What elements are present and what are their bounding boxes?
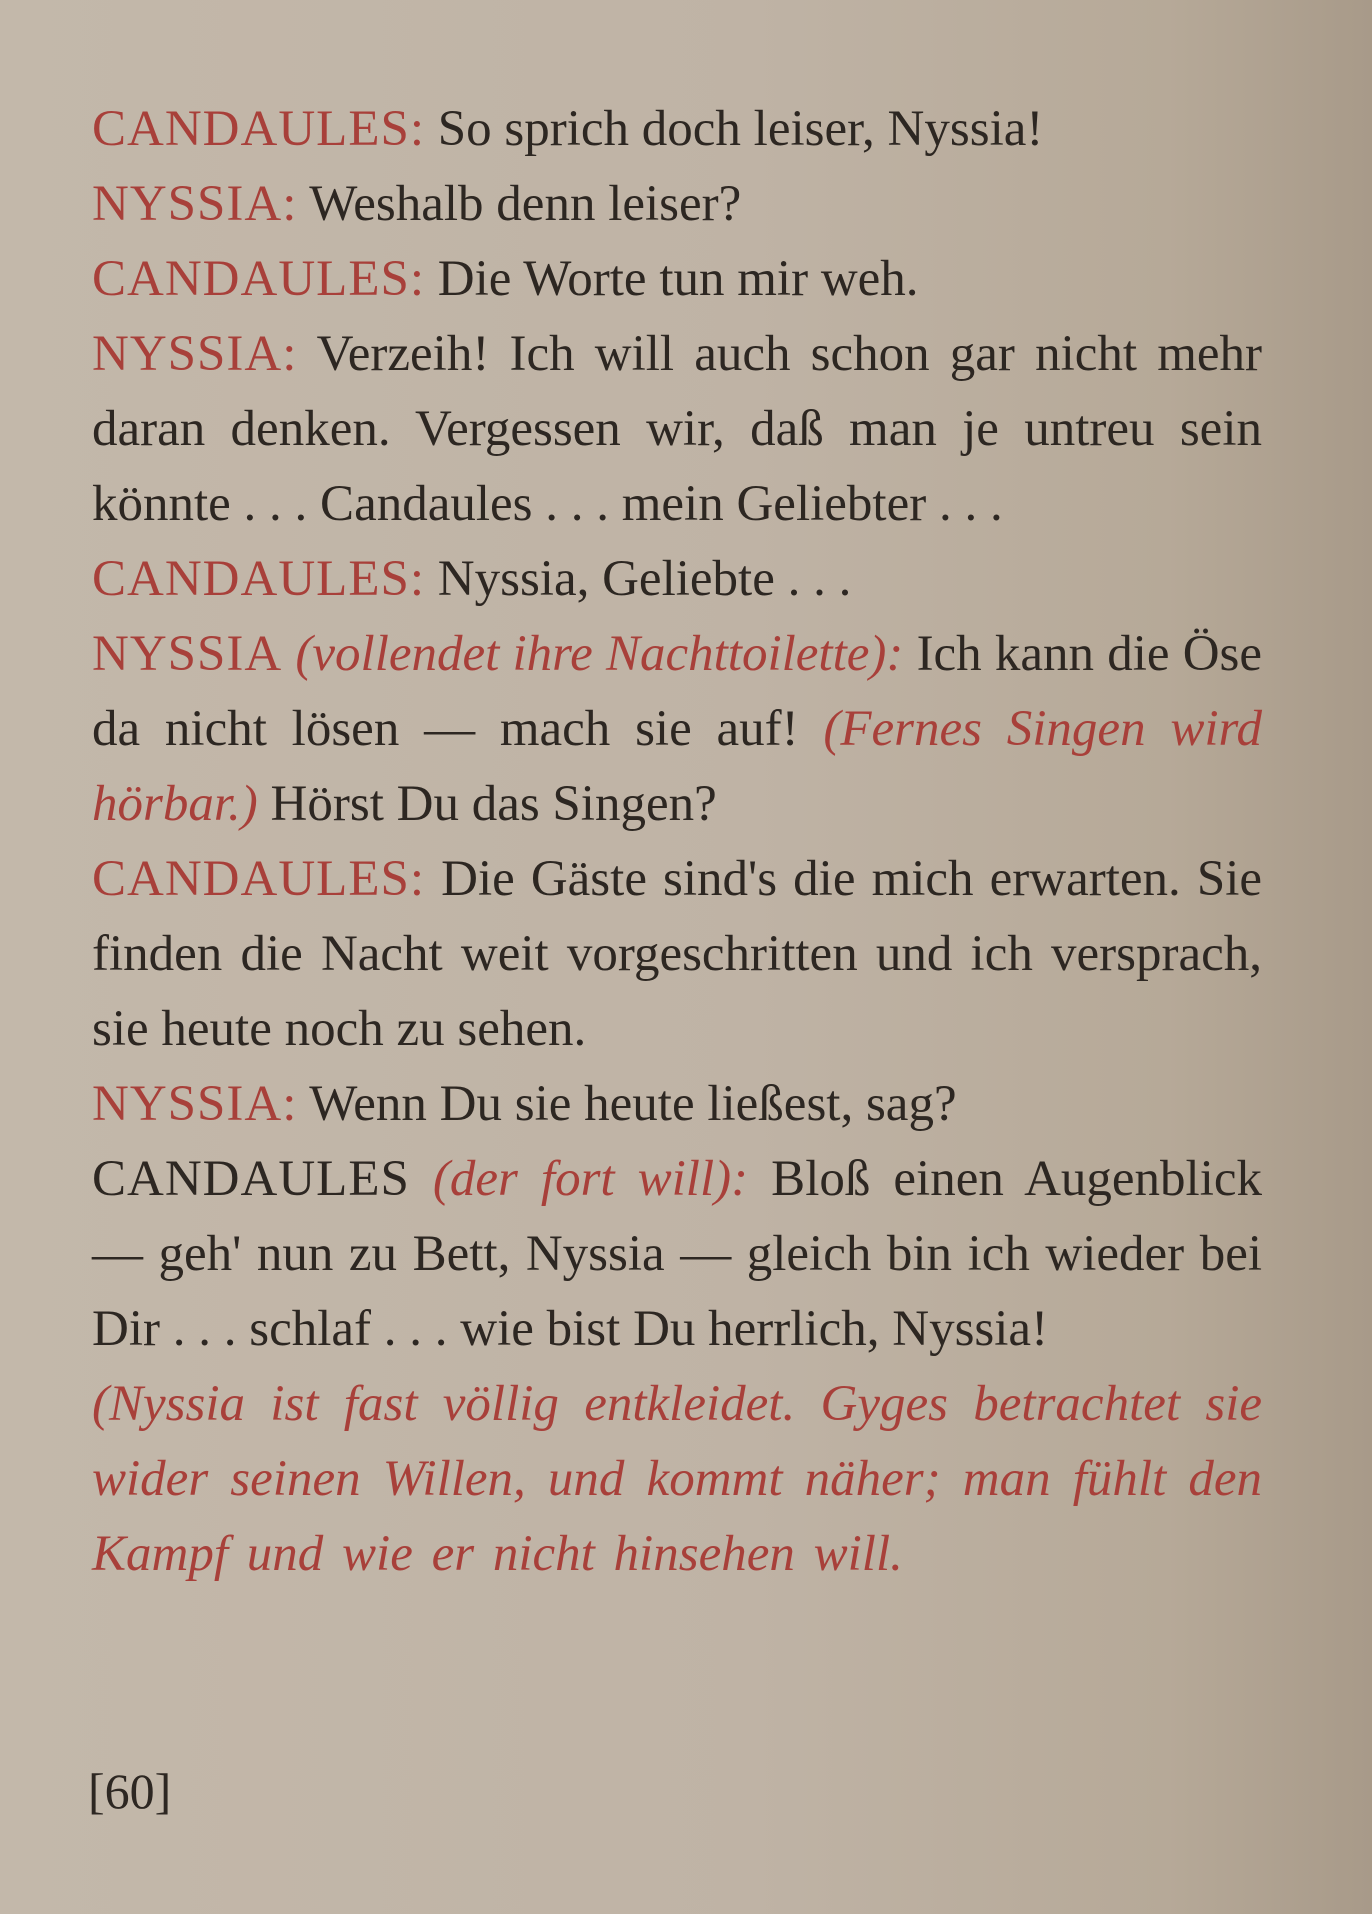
dialogue-line-4 (92, 317, 1262, 542)
dialogue-line-7 (92, 842, 1262, 1067)
speaker-name: CANDAULES: (92, 851, 426, 907)
speaker-name: CANDAULES: (92, 251, 426, 307)
stage-direction-inline: (der fort will): (432, 1151, 749, 1207)
dialogue-text: Bloß einen Augenblick — geh' nun zu Bett, Nyssia — gleich bin ich wieder bei Dir . . . schlaf . . . wie bist Du herrlich, Nyssia! (92, 1151, 1263, 1357)
speaker-name: NYSSIA: (92, 326, 298, 382)
stage-direction: (Nyssia ist fast völlig entkleidet. Gyges betrachtet sie wider seinen Willen, und kommt näher; man fühlt den Kampf und wie er nicht hinsehen will. (92, 1376, 1262, 1582)
stage-direction-inline: (vollendet ihre Nachttoilette): (295, 626, 904, 682)
dialogue-line-8 (92, 1067, 1262, 1142)
dialogue-line-1 (92, 92, 1262, 167)
speaker-name: NYSSIA: (92, 176, 298, 232)
dialogue-text: So sprich doch leiser, Nyssia! (437, 101, 1044, 157)
dialogue-line-3 (92, 242, 1262, 317)
stage-direction-inline: (Fernes Singen wird hörbar.) (92, 701, 1262, 832)
dialogue-line-5 (92, 542, 1262, 617)
dialogue-line-9 (92, 1142, 1262, 1367)
speaker-name: CANDAULES: (92, 551, 426, 607)
dialogue-text: Ich kann die Öse da nicht lösen — mach sie auf! (92, 626, 1263, 757)
dialogue-line-2 (92, 167, 1262, 242)
dialogue-text: Die Worte tun mir weh. (437, 251, 919, 307)
dialogue-text: Die Gäste sind's die mich erwarten. Sie finden die Nacht weit vorgeschritten und ich versprach, sie heute noch zu sehen. (92, 851, 1263, 1057)
speaker-name: NYSSIA: (92, 1076, 298, 1132)
speaker-name: NYSSIA (92, 626, 283, 682)
dialogue-text: Weshalb denn leiser? (309, 176, 742, 232)
play-text (92, 92, 1262, 1592)
dialogue-text: Wenn Du sie heute ließest, sag? (309, 1076, 957, 1132)
dialogue-text: Verzeih! Ich will auch schon gar nicht mehr daran denken. Vergessen wir, daß man je untreu sein könnte . . . Candaules . . . mein Geliebter . . . (92, 326, 1262, 532)
dialogue-text: Hörst Du das Singen? (270, 776, 717, 832)
speaker-name: CANDAULES: (92, 101, 426, 157)
dialogue-line-6 (92, 617, 1262, 842)
dialogue-text: Nyssia, Geliebte . . . (437, 551, 852, 607)
speaker-name: CANDAULES (92, 1151, 410, 1207)
page-number: [60] (88, 1763, 172, 1819)
